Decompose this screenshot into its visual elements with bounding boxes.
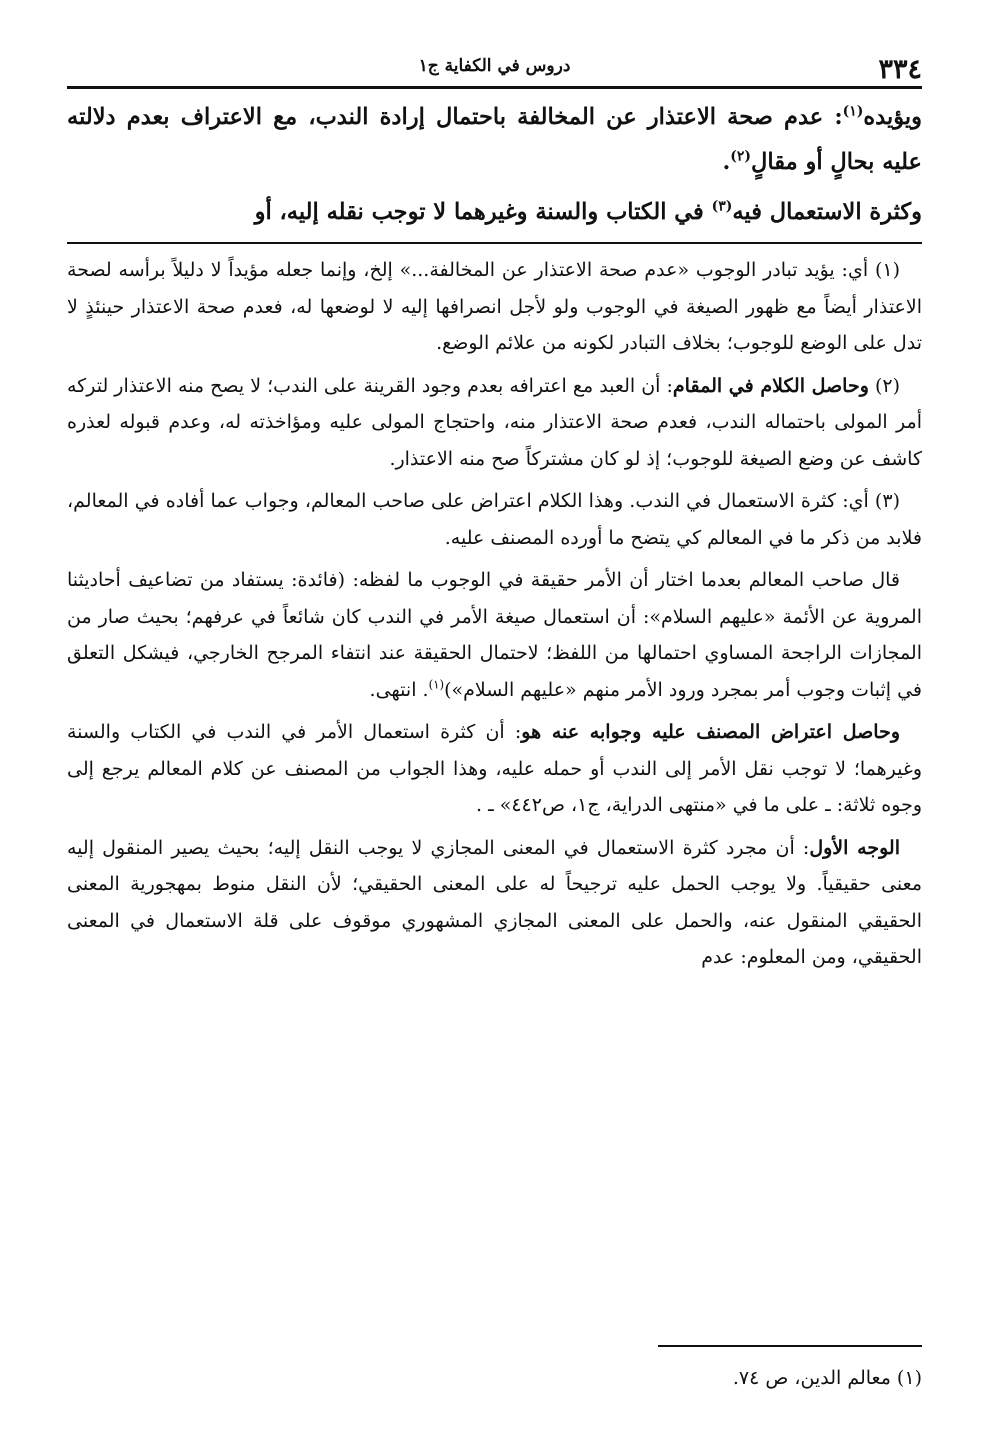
note-3-continued: قال صاحب المعالم بعدما اختار أن الأمر حقيقة في الوجوب ما لفظه: (فائدة: يستفاد من تضاعيف أحاديثنا المروية عن الأئمة «عليهم السلام»: أن استعمال صيغة الأمر في الندب كان شائعاً في عرفهم؛ بحيث صار من المجازات الراجحة المساوي احتمالها من اللفظ؛ لاحتمال الحقيقة عند انتفاء المرجح الخارجي، فيشكل التعلق في إثبات وجوب أمر بمجرد ورود الأمر منهم «عليهم السلام»)$^{(١)}$. انتهى. xyxy=(67,569,922,701)
note-first-aspect: الوجه الأول: أن مجرد كثرة الاستعمال في المعنى المجازي لا يوجب النقل إليه؛ بحيث يصير المنقول إليه معنى حقيقياً. ولا يوجب الحمل عليه ترجيحاً له على المعنى الحقيقي؛ لأن النقل منوط بمهجورية المعنى الحقيقي المنقول عنه، والحمل على المعنى المجازي المشهوري موقوف على قلة الاستعمال في المعنى الحقيقي، ومن المعلوم: عدم xyxy=(67,836,922,968)
footnote-ref: (١) xyxy=(428,677,445,692)
main-text-rule xyxy=(67,242,922,244)
main-paragraph-2: وكثرة الاستعمال فيه$^{(٣)}$ في الكتاب والسنة وغيرهما لا توجب نقله إليه، أو xyxy=(254,198,922,225)
note-2: (٢) وحاصل الكلام في المقام: أن العبد مع اعترافه بعدم وجود القرينة على الندب؛ لا يصح منه الاعتذار لتركه أمر المولى باحتماله الندب، فعدم صحة الاعتذار منه، واحتجاج المولى عليه ومؤاخذته له، وعدم قبوله لعذره كاشف عن وضع الصيغة للوجوب؛ إذ لو كان مشتركاً صح منه الاعتذار. xyxy=(67,374,922,470)
footnote-ref: (١) xyxy=(842,103,864,120)
footnote-ref: (٣) xyxy=(711,198,733,215)
header-rule xyxy=(67,86,922,89)
running-title: دروس في الكفاية ج١ xyxy=(418,56,571,76)
note-summary: وحاصل اعتراض المصنف عليه وجوابه عنه هو: أن كثرة استعمال الأمر في الندب في الكتاب والسنة وغيرهما؛ لا توجب نقل الأمر إلى الندب أو حمله عليه، وهذا الجواب من المصنف عن كلام المعالم يرجع إلى وجوه ثلاثة: ـ على ما في «منتهى الدراية، ج١، ص٤٤٢» ـ . xyxy=(67,721,922,816)
main-text xyxy=(67,95,922,240)
footnote-rule xyxy=(658,1345,922,1347)
footnote: (١) معالم الدين، ص ٧٤. xyxy=(732,1367,922,1389)
note-1: (١) أي: يؤيد تبادر الوجوب «عدم صحة الاعتذار عن المخالفة...» إلخ، وإنما جعله مؤيداً لا دليلاً برأسه لصحة الاعتذار أيضاً مع ظهور الصيغة في الوجوب ولو لأجل انصرافها إليه لا لوضعها له، فعدم صحة الاعتذار حينئذٍ لا تدل على الوضع للوجوب؛ بخلاف التبادر لكونه من علائم الوضع. xyxy=(67,259,922,354)
footnote-ref: (٢) xyxy=(730,148,752,165)
main-paragraph-1: ويؤيده$^{(١)}$: عدم صحة الاعتذار عن المخالفة باحتمال إرادة الندب، مع الاعتراف بعدم دلالته عليه بحالٍ أو مقالٍ$^{(٢)}$. xyxy=(67,103,922,175)
note-3: (٣) أي: كثرة الاستعمال في الندب. وهذا الكلام اعتراض على صاحب المعالم، وجواب عما أفاده في المعالم، فلابد من ذكر ما في المعالم كي يتضح ما أورده المصنف عليه. xyxy=(67,490,922,549)
page-header xyxy=(67,48,922,88)
commentary-notes xyxy=(67,252,922,982)
page-number: ٣٣٤ xyxy=(878,54,922,85)
